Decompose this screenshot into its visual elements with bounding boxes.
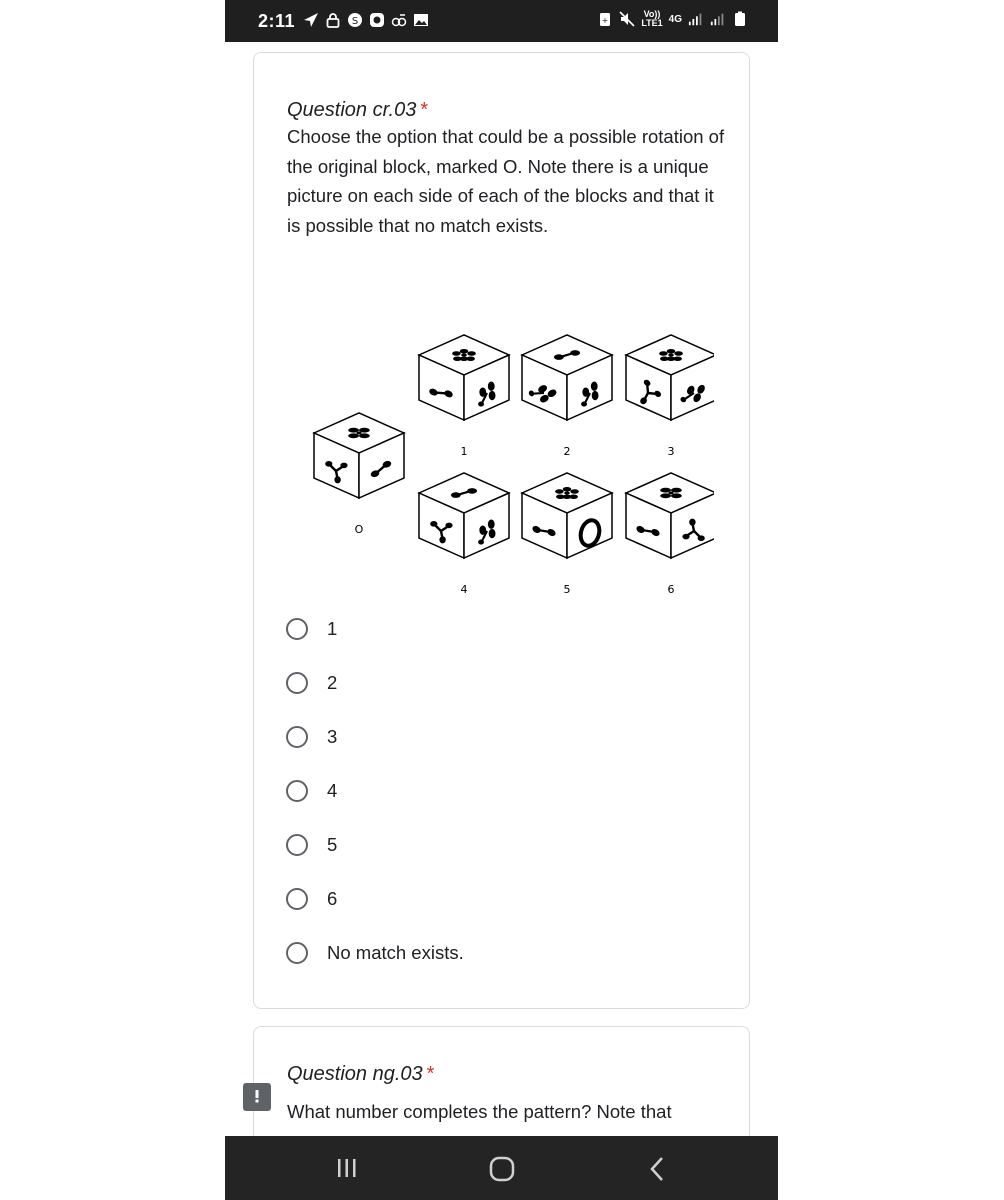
cube-figure <box>294 313 714 593</box>
signal-icon-2 <box>710 11 726 27</box>
cube-original <box>314 413 404 498</box>
required-asterisk: * <box>426 1063 435 1085</box>
recent-apps-icon[interactable] <box>335 1158 359 1178</box>
back-icon[interactable] <box>649 1156 665 1182</box>
cube-option-2 <box>522 335 612 420</box>
link-icon <box>391 12 407 28</box>
option-label: 5 <box>327 834 338 855</box>
cube-option-4 <box>419 473 509 558</box>
status-bar <box>225 0 778 42</box>
option-2[interactable] <box>284 663 724 703</box>
option-label: No match exists. <box>327 942 464 963</box>
report-problem-button[interactable] <box>243 1083 271 1111</box>
required-asterisk: * <box>420 99 429 121</box>
image-icon <box>413 12 429 28</box>
svg-text:S: S <box>351 16 359 27</box>
label-6: 6 <box>667 583 675 593</box>
status-left-icons <box>303 12 429 28</box>
app-circle-icon <box>347 12 363 28</box>
label-3: 3 <box>667 445 675 458</box>
radio-button[interactable] <box>286 942 308 964</box>
question-description: What number completes the pattern? Note that <box>287 1101 672 1122</box>
radio-button[interactable] <box>286 672 308 694</box>
option-label: 3 <box>327 726 338 747</box>
navigation-bar <box>225 1136 778 1200</box>
option-label: 1 <box>327 618 338 639</box>
volte-text: Vo)) <box>643 9 661 19</box>
label-5: 5 <box>563 583 571 593</box>
phone-screen <box>225 0 778 1200</box>
question-title <box>287 1063 434 1086</box>
volte-indicator <box>641 10 662 28</box>
svg-text:+: + <box>601 16 609 25</box>
option-label: 6 <box>327 888 338 909</box>
radio-button[interactable] <box>286 888 308 910</box>
label-4: 4 <box>460 583 468 593</box>
navigation-arrow-icon <box>303 12 319 28</box>
option-6[interactable] <box>284 879 724 919</box>
home-icon[interactable] <box>489 1156 515 1182</box>
radio-button[interactable] <box>286 780 308 802</box>
option-label: 2 <box>327 672 338 693</box>
question-title-text: Question ng.03 <box>287 1063 423 1085</box>
label-1: 1 <box>460 445 468 458</box>
mute-icon <box>619 11 635 27</box>
status-time: 2:11 <box>258 11 296 31</box>
form-content[interactable] <box>225 42 778 1136</box>
signal-icon <box>688 11 704 27</box>
option-3[interactable] <box>284 717 724 757</box>
option-no-match[interactable] <box>284 933 724 973</box>
label-original: O <box>354 523 364 536</box>
option-1[interactable] <box>284 609 724 649</box>
option-label: 4 <box>327 780 338 801</box>
question-card-cr03 <box>253 52 750 1009</box>
question-title <box>287 99 428 122</box>
network-type: 4G <box>668 13 682 25</box>
app-square-icon <box>369 12 385 28</box>
cube-option-6 <box>626 473 714 558</box>
radio-button[interactable] <box>286 834 308 856</box>
report-problem-icon <box>243 1083 271 1111</box>
cube-option-5 <box>522 473 612 558</box>
battery-saver-icon <box>597 11 613 27</box>
label-2: 2 <box>563 445 571 458</box>
question-description: Choose the option that could be a possible rotation of the original block, marked O. Note there is a unique picture on each side of each of the blocks and that it is possible that no match exists. <box>287 126 725 236</box>
status-right-icons <box>597 10 748 28</box>
option-5[interactable] <box>284 825 724 865</box>
cube-option-3 <box>626 335 714 420</box>
lte-text: LTE1 <box>641 18 663 28</box>
lock-icon <box>325 12 341 28</box>
cube-option-1 <box>419 335 509 420</box>
radio-button[interactable] <box>286 618 308 640</box>
option-4[interactable] <box>284 771 724 811</box>
radio-button[interactable] <box>286 726 308 748</box>
question-title-text: Question cr.03 <box>287 99 417 121</box>
battery-icon <box>732 11 748 27</box>
question-card-ng03 <box>253 1026 750 1136</box>
